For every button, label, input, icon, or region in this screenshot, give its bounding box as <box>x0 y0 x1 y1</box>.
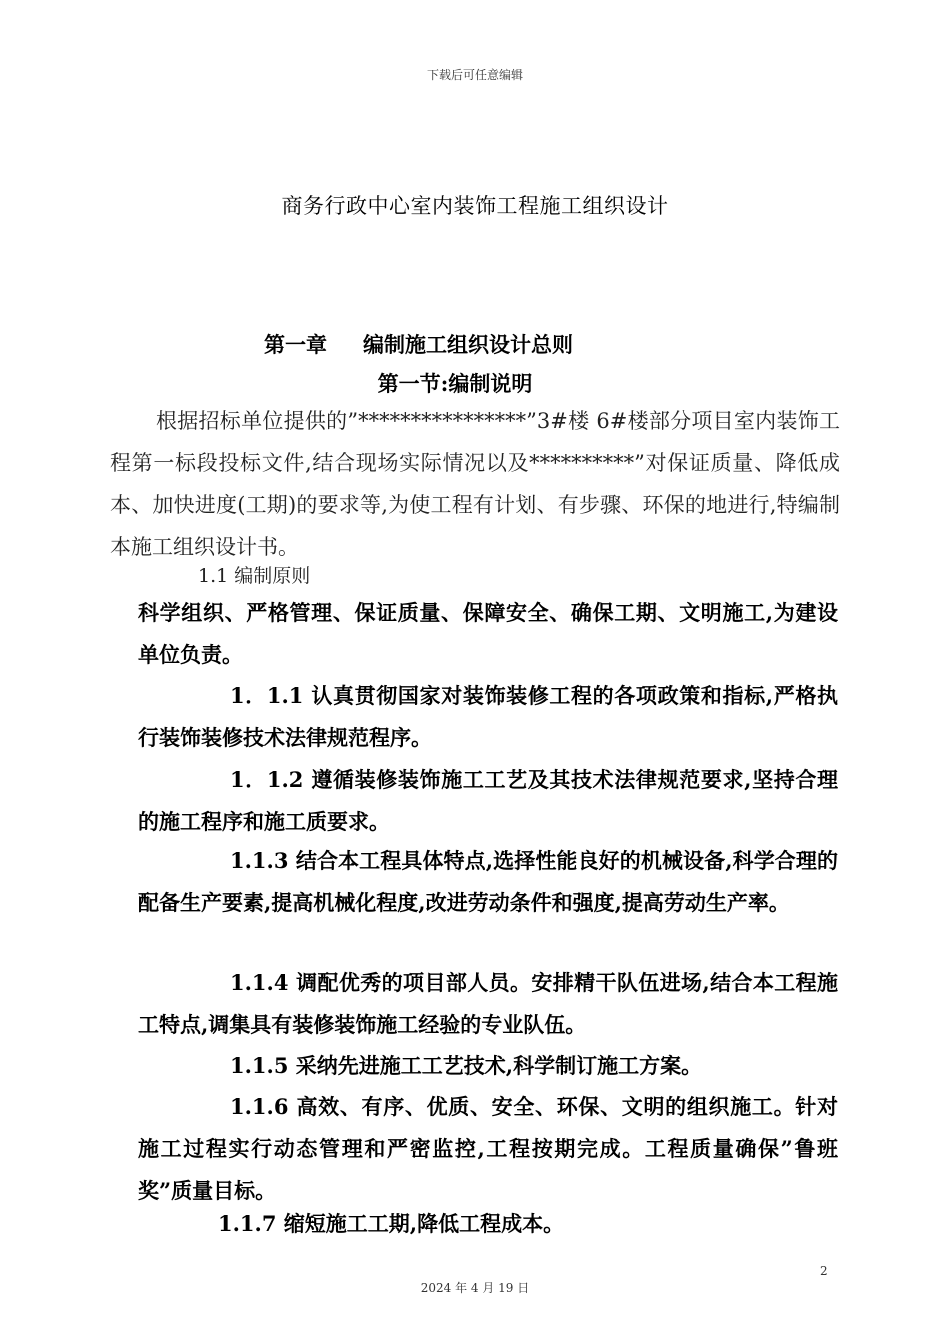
document-title: 商务行政中心室内装饰工程施工组织设计 <box>281 194 669 218</box>
principle-paragraph: 1.1.7 缩短施工工期,降低工程成本。 <box>218 1211 565 1236</box>
chapter-number: 第一章 <box>264 332 327 357</box>
principle-paragraph: 科学组织、严格管理、保证质量、保障安全、确保工期、文明施工,为建设单位负责。 <box>138 600 838 667</box>
principle-paragraph: 1.1.6 高效、有序、优质、安全、环保、文明的组织施工。针对施工过程实行动态管理和严密监控,工程按期完成。工程质量确保”鲁班奖”质量目标。 <box>138 1094 838 1203</box>
page-header: 下载后可任意编辑 <box>426 68 523 82</box>
principle-paragraph: 1．1.2 遵循装修装饰施工工艺及其技术法律规范要求,坚持合理的施工程序和施工质要求。 <box>138 767 838 834</box>
subheading: 1.1 编制原则 <box>198 565 311 587</box>
section-heading: 第一节:编制说明 <box>377 371 533 396</box>
intro-paragraph: 根据招标单位提供的”****************”3#楼 6#楼部分项目室内装饰工程第一标段投标文件,结合现场实际情况以及**********”对保证质量、降低成本、加快进度(工期)的要求等,为使工程有计划、有步骤、环保的地进行,特编制本施工组织设计书。 <box>110 409 840 559</box>
principle-paragraph: 1．1.1 认真贯彻国家对装饰装修工程的各项政策和指标,严格执行装饰装修技术法律规范程序。 <box>138 683 838 750</box>
chapter-title: 编制施工组织设计总则 <box>363 332 573 357</box>
principle-paragraph: 1.1.5 采纳先进施工工艺技术,科学制订施工方案。 <box>230 1053 703 1078</box>
chapter-heading <box>264 329 573 359</box>
principle-paragraph: 1.1.3 结合本工程具体特点,选择性能良好的机械设备,科学合理的配备生产要素,提高机械化程度,改进劳动条件和强度,提高劳动生产率。 <box>138 848 838 915</box>
principle-paragraph: 1.1.4 调配优秀的项目部人员。安排精干队伍进场,结合本工程施工特点,调集具有装修装饰施工经验的专业队伍。 <box>138 970 838 1037</box>
page-number: 2 <box>820 1264 828 1278</box>
page-footer-date: 2024 年 4 月 19 日 <box>420 1281 530 1295</box>
